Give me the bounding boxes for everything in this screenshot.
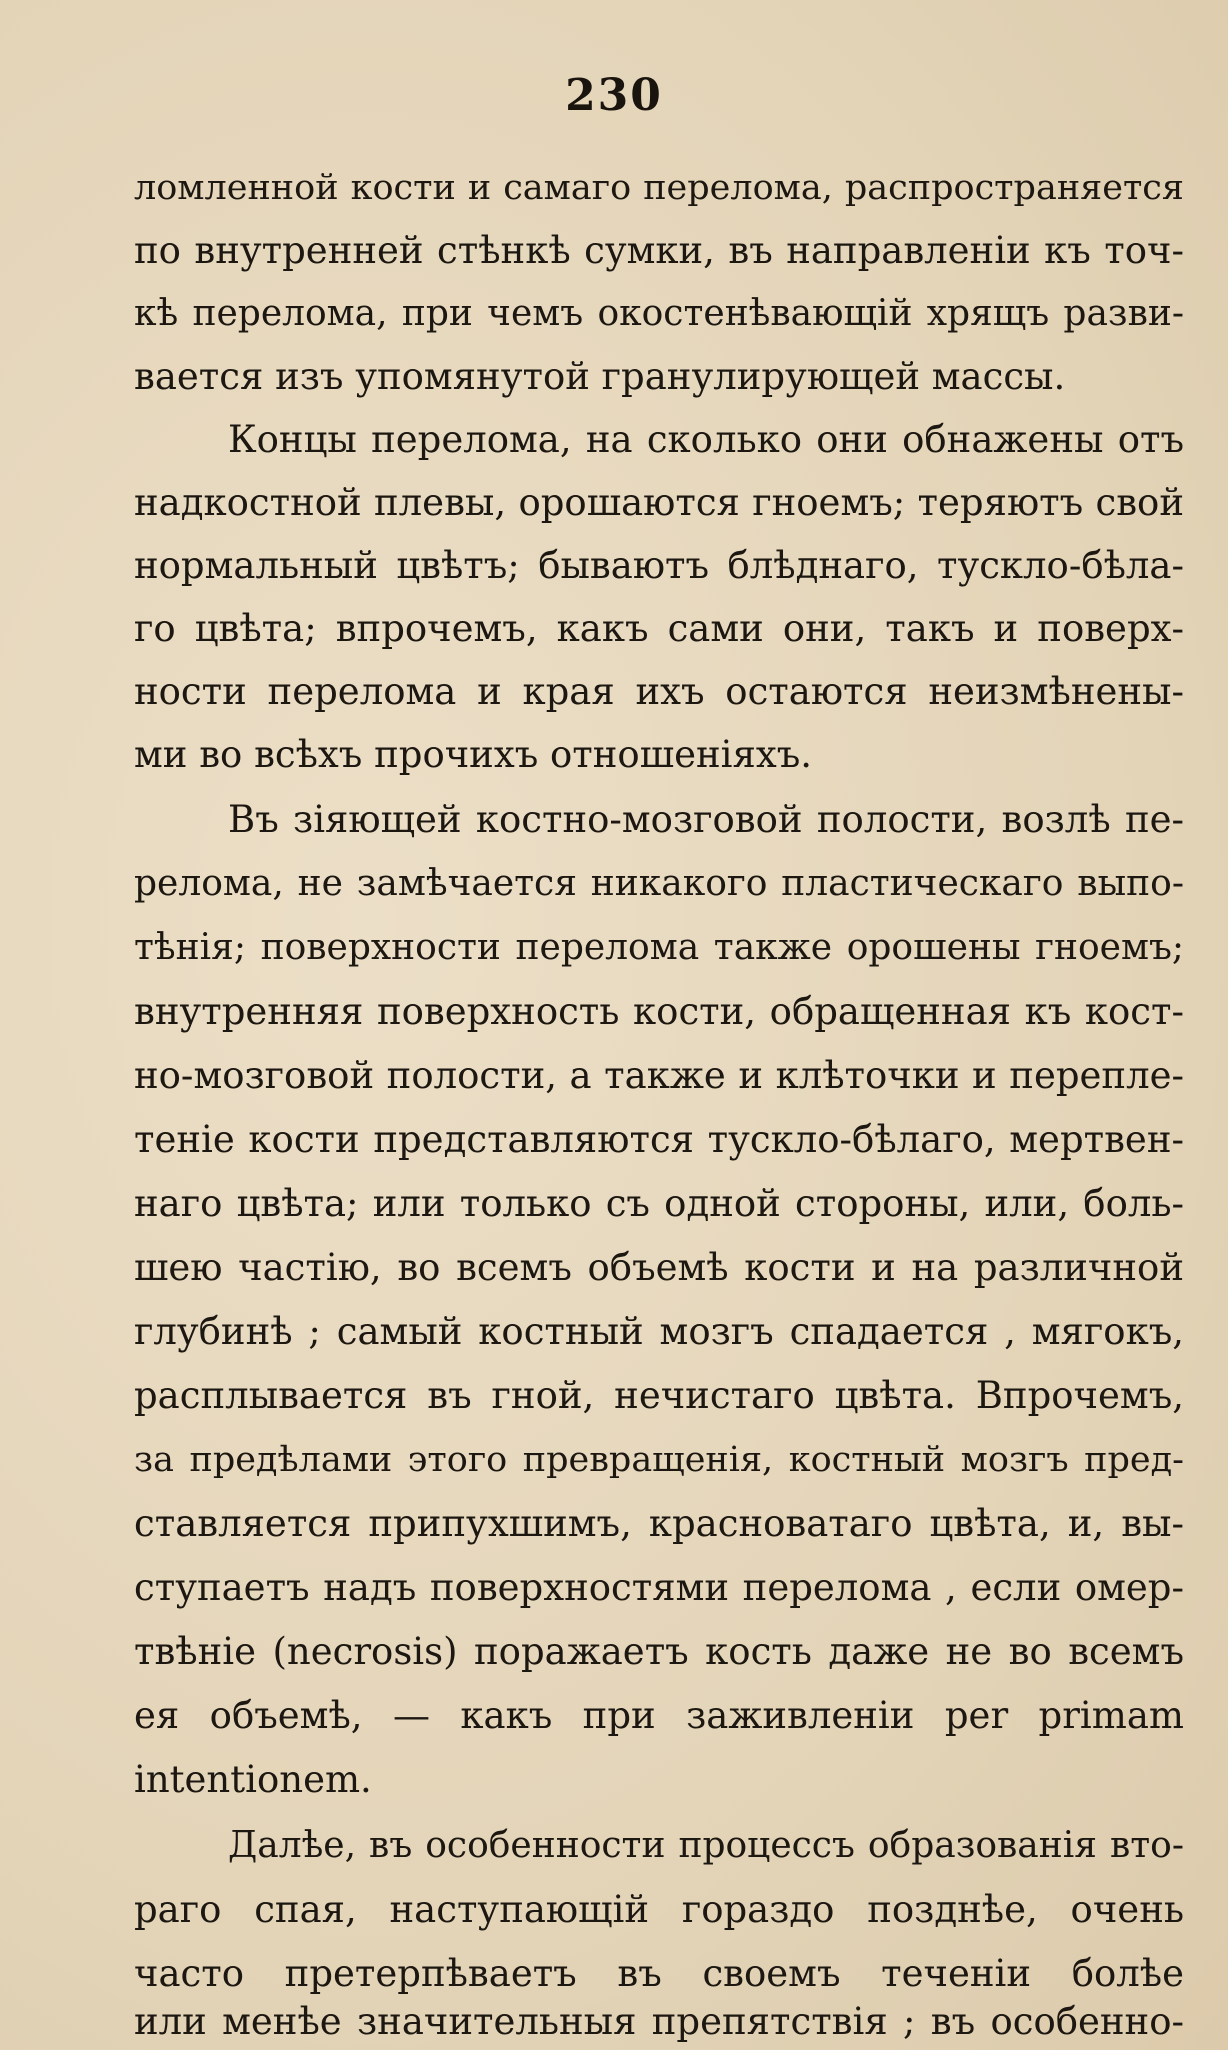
- text-line: часто претерпѣваетъ въ своемъ теченiи болѣе: [134, 1952, 1184, 1995]
- text-line: ломленной кости и самаго перелома, распространяется: [134, 168, 1184, 208]
- text-line: intentionem.: [134, 1758, 372, 1801]
- text-line: кѣ перелома, при чемъ окостенѣвающiй хрящъ разви-: [134, 293, 1184, 334]
- text-line: ея объемѣ, — какъ при заживленiи per primam: [134, 1694, 1184, 1737]
- text-line: го цвѣта; впрочемъ, какъ сами они, такъ и поверх-: [134, 607, 1184, 650]
- text-line: раго спая, наступающiй гораздо позднѣе, очень: [134, 1888, 1184, 1931]
- text-line: но-мозговой полости, а также и клѣточки и перепле-: [134, 1054, 1184, 1097]
- page-number: 230: [565, 70, 663, 121]
- text-line: твѣнiе (necrosis) поражаетъ кость даже не во всемъ: [134, 1630, 1184, 1673]
- text-line: глубинѣ ; самый костный мозгъ спадается , мягокъ,: [134, 1310, 1184, 1353]
- text-line: ступаетъ надъ поверхностями перелома , если омер-: [134, 1566, 1184, 1609]
- text-line: ми во всѣхъ прочихъ отношенiяхъ.: [134, 733, 812, 776]
- text-line: Въ зiяющей костно-мозговой полости, возлѣ пе-: [228, 798, 1184, 841]
- text-line: Далѣе, въ особенности процессъ образованiя вто-: [228, 1825, 1184, 1866]
- text-line: шею частiю, во всемъ объемѣ кости и на различной: [134, 1246, 1184, 1289]
- text-line: или менѣе значительныя препятствiя ; въ особенно-: [134, 2000, 1184, 2043]
- text-line: ставляется припухшимъ, красноватаго цвѣта, и, вы-: [134, 1502, 1184, 1545]
- text-line: нормальный цвѣтъ; бываютъ блѣднаго, тускло-бѣла-: [134, 544, 1184, 587]
- text-line: расплывается въ гной, нечистаго цвѣта. Впрочемъ,: [134, 1374, 1184, 1417]
- text-line: наго цвѣта; или только съ одной стороны, или, боль-: [134, 1182, 1184, 1225]
- text-line: Концы перелома, на сколько они обнажены отъ: [228, 418, 1184, 461]
- text-line: внутренняя поверхность кости, обращенная къ кост-: [134, 990, 1184, 1033]
- text-line: по внутренней стѣнкѣ сумки, въ направленiи къ точ-: [134, 229, 1184, 272]
- text-line: за предѣлами этого превращенiя, костный мозгъ пред-: [134, 1440, 1184, 1480]
- text-line: надкостной плевы, орошаются гноемъ; теряютъ свой: [134, 481, 1184, 524]
- text-line: релома, не замѣчается никакого пластическаго выпо-: [134, 863, 1184, 904]
- text-line: вается изъ упомянутой гранулирующей массы.: [134, 355, 1066, 398]
- text-line: тѣнiя; поверхности перелома также орошены гноемъ;: [134, 927, 1184, 968]
- text-line: тенiе кости представляются тускло-бѣлаго, мертвен-: [134, 1118, 1184, 1161]
- text-line: ности перелома и края ихъ остаются неизмѣнены-: [134, 670, 1184, 713]
